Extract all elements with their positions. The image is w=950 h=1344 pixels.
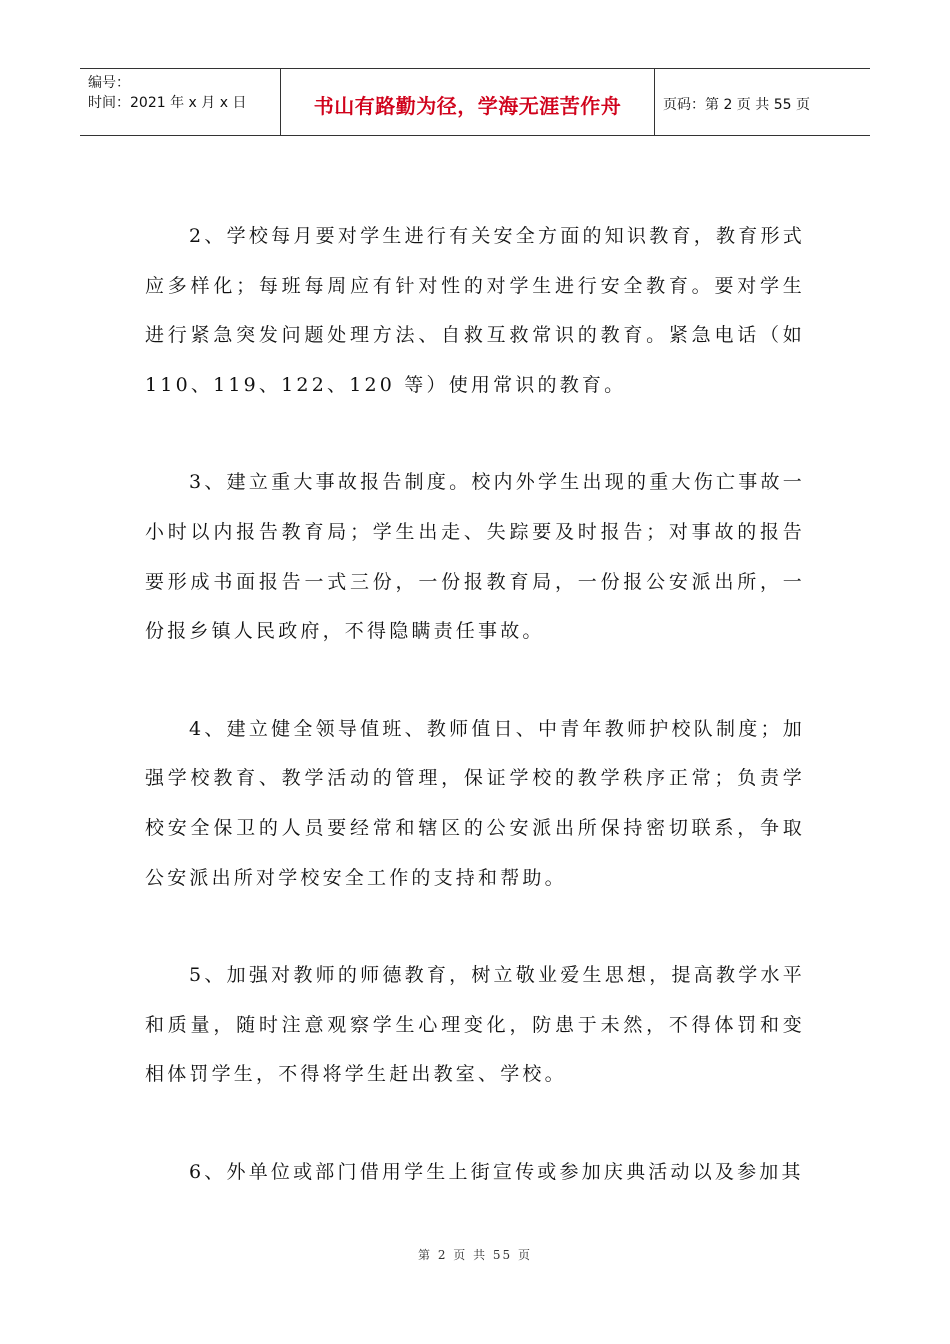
header-meta-cell [80, 69, 281, 135]
paragraph-5: 5、加强对教师的师德教育，树立敬业爱生思想，提高教学水平和质量，随时注意观察学生心理变化，防患于未然，不得体罚和变相体罚学生，不得将学生赶出教室、学校。 [145, 964, 805, 1086]
page-footer: 第 2 页 共 55 页 [418, 1248, 532, 1262]
document-date: 时间：2021 年 x 月 x 日 [88, 95, 247, 111]
header-motto-cell [281, 69, 655, 135]
header-page-cell [655, 69, 870, 135]
document-body [145, 212, 805, 1198]
document-number-label: 编号： [88, 75, 130, 91]
document-header [80, 68, 870, 136]
paragraph-2: 2、学校每月要对学生进行有关安全方面的知识教育，教育形式应多样化；每班每周应有针对性的对学生进行安全教育。要对学生进行紧急突发问题处理方法、自救互救常识的教育。紧急电话（如 110、119、122、120 等）使用常识的教育。 [145, 225, 805, 396]
paragraph-4: 4、建立健全领导值班、教师值日、中青年教师护校队制度；加强学校教育、教学活动的管理，保证学校的教学秩序正常；负责学校安全保卫的人员要经常和辖区的公安派出所保持密切联系，争取公安派出所对学校安全工作的支持和帮助。 [145, 717, 805, 889]
header-page-info: 页码：第 2 页 共 55 页 [663, 97, 810, 113]
paragraph-6: 6、外单位或部门借用学生上街宣传或参加庆典活动以及参加其 [189, 1160, 804, 1183]
header-motto: 书山有路勤为径，学海无涯苦作舟 [313, 93, 622, 118]
paragraph-3: 3、建立重大事故报告制度。校内外学生出现的重大伤亡事故一小时以内报告教育局；学生出走、失踪要及时报告；对事故的报告要形成书面报告一式三份，一份报教育局，一份报公安派出所，一份报乡镇人民政府，不得隐瞒责任事故。 [145, 471, 805, 643]
